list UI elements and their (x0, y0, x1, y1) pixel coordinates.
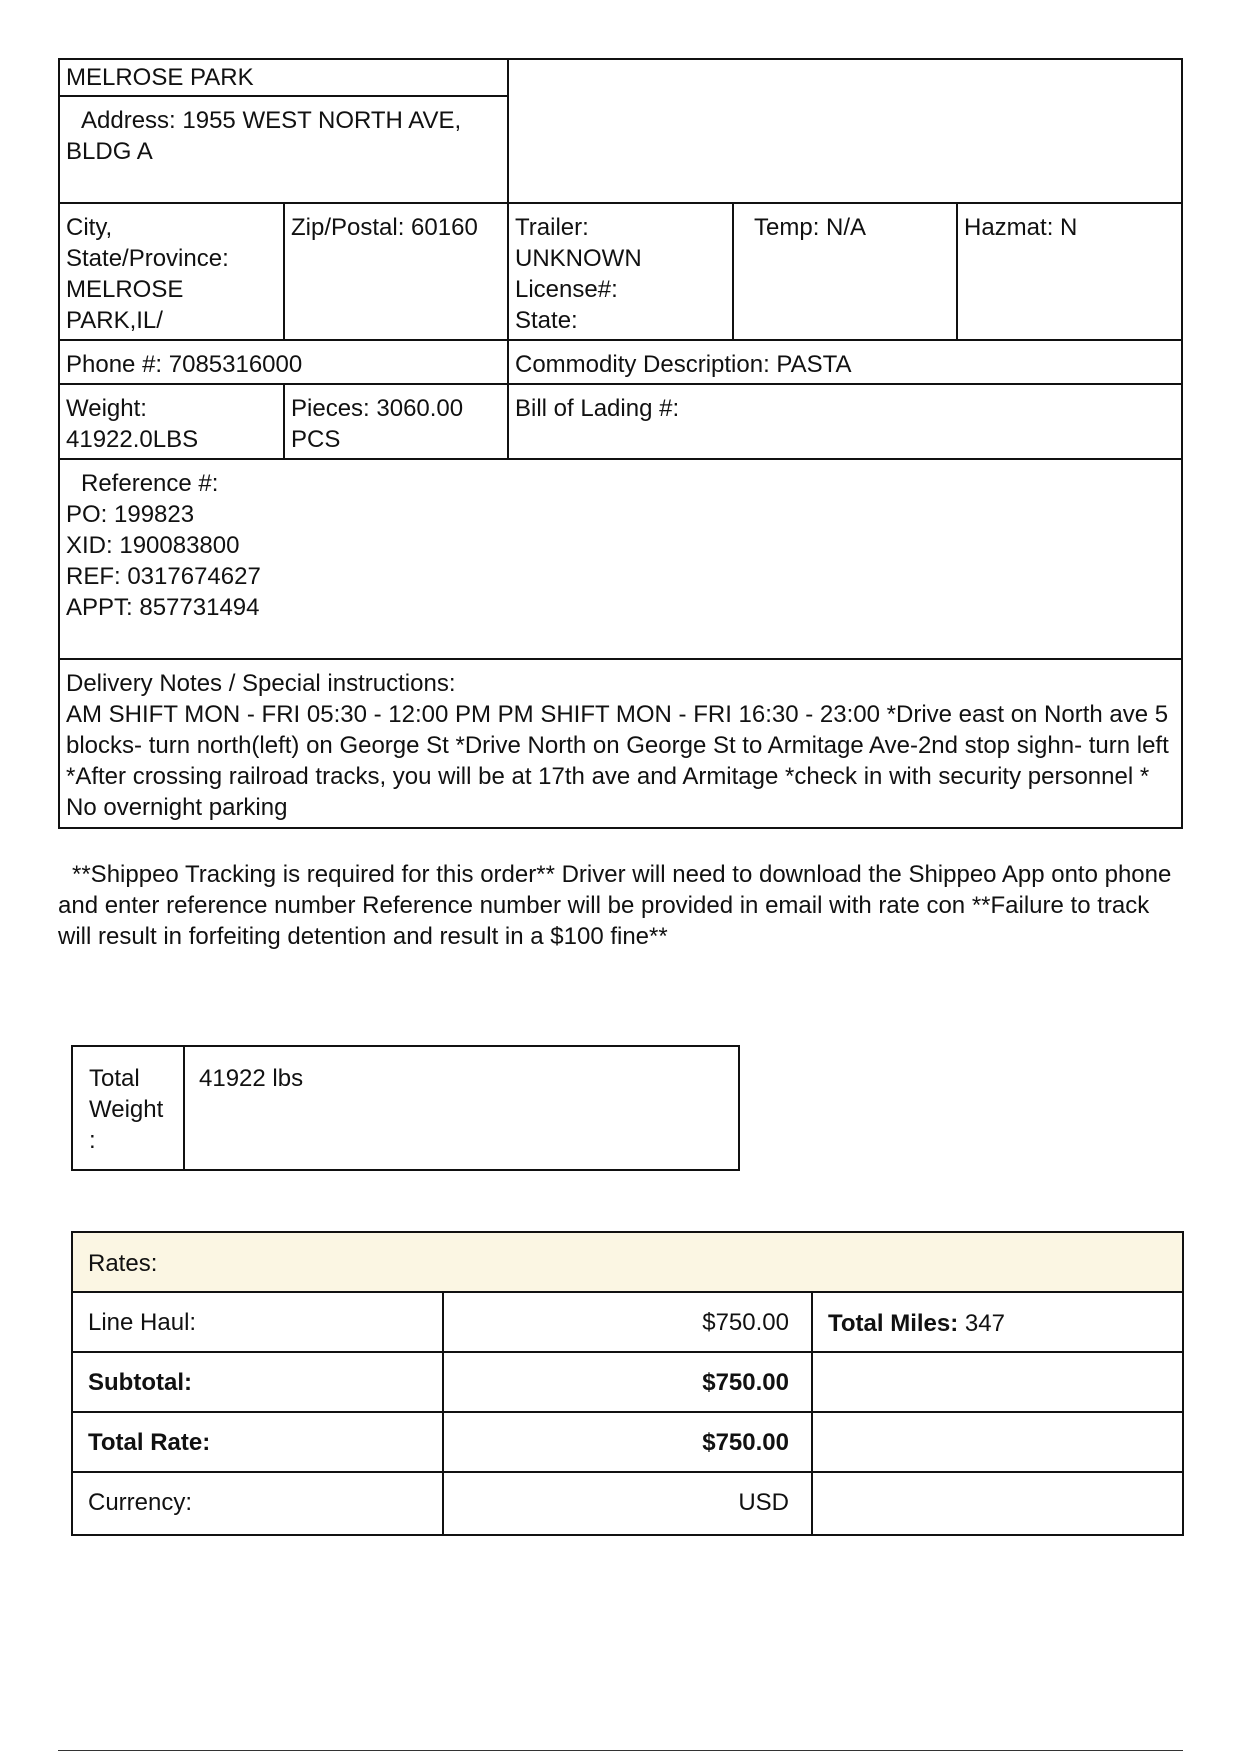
table-border (58, 458, 1183, 460)
city-line: State/Province: (66, 245, 229, 272)
trailer-line: UNKNOWN (515, 245, 642, 272)
shipper-address (60, 103, 507, 167)
address-line-2: BLDG A (66, 138, 153, 165)
weight-line: 41922.0LBS (66, 426, 199, 453)
total-miles-label: Total Miles: (828, 1310, 959, 1337)
city-state-cell (60, 210, 283, 336)
reference-line: PO: 199823 (66, 501, 195, 528)
reference-line: APPT: 857731494 (66, 594, 260, 621)
table-border (811, 1293, 813, 1534)
total-miles-value: 347 (964, 1310, 1005, 1337)
delivery-notes-title: Delivery Notes / Special instructions: (66, 670, 456, 697)
total-weight-value: 41922 lbs (199, 1065, 304, 1092)
address-line-1: Address: 1955 WEST NORTH AVE, (81, 107, 462, 134)
reference-line: Reference #: (81, 470, 219, 497)
hazmat-text: Hazmat: N (964, 214, 1078, 241)
pieces-line: PCS (291, 426, 341, 453)
total-weight-label-line: : (89, 1127, 96, 1154)
trailer-line: License#: (515, 276, 618, 303)
rates-header (73, 1233, 1182, 1293)
hazmat-cell (958, 210, 1181, 243)
delivery-notes-cell (60, 666, 1181, 823)
trailer-cell (509, 210, 732, 336)
bill-of-lading-text: Bill of Lading #: (515, 395, 680, 422)
pieces-line: Pieces: 3060.00 (291, 395, 464, 422)
temp-cell (734, 210, 956, 243)
tracking-notice-text: **Shippeo Tracking is required for this order** Driver will need to download the Shippeo App onto phone and enter reference number Reference number will be provided in email with rate con **Failure to track will result in forfeiting detention and result in a $100 fine** (58, 861, 1172, 950)
reference-line: REF: 0317674627 (66, 563, 261, 590)
footer-divider (58, 1750, 1183, 1751)
zip-text: Zip/Postal: 60160 (291, 214, 478, 241)
total-weight-label-line: Weight (89, 1096, 164, 1123)
table-border (58, 658, 1183, 660)
city-line: PARK,IL/ (66, 307, 163, 334)
city-line: MELROSE (66, 276, 184, 303)
total-rate-label: Total Rate: (88, 1429, 211, 1456)
total-weight-label (89, 1063, 163, 1156)
trailer-line: State: (515, 307, 578, 334)
line-haul-label: Line Haul: (88, 1309, 197, 1336)
shipper-name-text: MELROSE PARK (66, 64, 254, 91)
weight-line: Weight: (66, 395, 147, 422)
table-border (442, 1293, 444, 1534)
pieces-cell (285, 391, 507, 455)
rates-header-text: Rates: (88, 1250, 158, 1277)
commodity-cell (509, 347, 1181, 380)
table-border (73, 1411, 1182, 1413)
total-weight-label-line: Total (89, 1065, 140, 1092)
subtotal-value: $750.00 (702, 1369, 789, 1396)
tracking-notice (58, 859, 1183, 952)
weight-cell (60, 391, 283, 455)
total-miles (828, 1308, 1005, 1339)
city-line: City, (66, 214, 113, 241)
total-rate-value: $750.00 (702, 1429, 789, 1456)
phone-text: Phone #: 7085316000 (66, 351, 303, 378)
delivery-notes-body: AM SHIFT MON - FRI 05:30 - 12:00 PM PM SHIFT MON - FRI 16:30 - 23:00 *Drive east on North ave 5 blocks- turn north(left) on George St *Drive North on George St to Armitage Ave-2nd stop sighn- turn left *After crossing railroad tracks, you will be at 17th ave and Armitage *check in with security personnel * No overnight parking (66, 701, 1169, 821)
total-weight-table (71, 1045, 740, 1171)
currency-value: USD (738, 1489, 789, 1516)
reference-cell (60, 466, 1181, 623)
reference-line: XID: 190083800 (66, 532, 240, 559)
commodity-text: Commodity Description: PASTA (515, 351, 852, 378)
table-border (58, 339, 1183, 341)
table-border (58, 827, 1183, 829)
line-haul-value: $750.00 (702, 1309, 789, 1336)
subtotal-label: Subtotal: (88, 1369, 192, 1396)
phone-cell (60, 347, 507, 380)
table-border (73, 1471, 1182, 1473)
table-border (58, 383, 1183, 385)
table-border (1181, 58, 1183, 829)
temp-text: Temp: N/A (754, 214, 867, 241)
table-border (58, 95, 509, 97)
zip-cell (285, 210, 507, 243)
currency-label: Currency: (88, 1489, 193, 1516)
shipper-name (60, 60, 507, 93)
table-border (73, 1351, 1182, 1353)
rates-table (71, 1231, 1184, 1536)
trailer-line: Trailer: (515, 214, 589, 241)
bill-of-lading-cell (509, 391, 1181, 424)
table-border (58, 202, 1183, 204)
table-border (183, 1047, 185, 1169)
